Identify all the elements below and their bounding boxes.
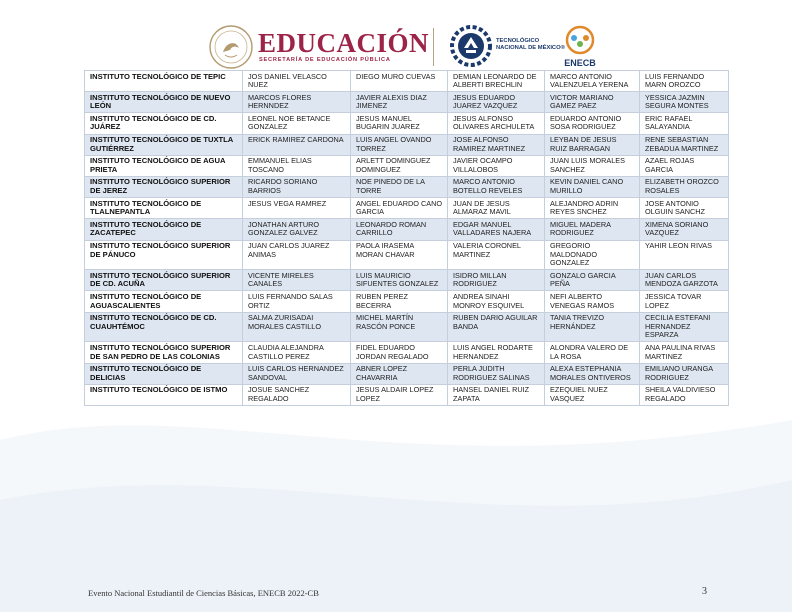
participant-cell: JUAN CARLOS MENDOZA GARZOTA <box>640 270 729 291</box>
participant-cell: ERICK RAMIREZ CARDONA <box>243 134 351 155</box>
table-row <box>85 270 729 291</box>
participant-cell: GONZALO GARCIA PEÑA <box>545 270 640 291</box>
tecnm-line-2: NACIONAL DE MÉXICO® <box>496 45 565 51</box>
participant-cell: VICTOR MARIANO GAMEZ PAEZ <box>545 92 640 113</box>
participant-cell: JONATHAN ARTURO GONZALEZ GALVEZ <box>243 219 351 240</box>
participant-cell: LUIS FERNANDO SALAS ORTIZ <box>243 291 351 312</box>
tecnm-label <box>496 38 565 52</box>
participant-cell: JUAN LUIS MORALES SANCHEZ <box>545 155 640 176</box>
participant-cell: CLAUDIA ALEJANDRA CASTILLO PEREZ <box>243 342 351 363</box>
background-wave-decoration <box>0 380 792 612</box>
participant-cell: LUIS ANGEL OVANDO TORREZ <box>351 134 448 155</box>
participant-cell: MICHEL MARTÍN RASCÓN PONCE <box>351 312 448 342</box>
footer-event-text: Evento Nacional Estudiantil de Ciencias Básicas, ENECB 2022-CB <box>88 588 319 598</box>
participant-cell: RUBEN DARIO AGUILAR BANDA <box>448 312 545 342</box>
participant-cell: LUIS ANGEL RODARTE HERNANDEZ <box>448 342 545 363</box>
participant-cell: PAOLA IRASEMA MORAN CHAVAR <box>351 240 448 270</box>
participant-cell: RICARDO SORIANO BARRIOS <box>243 176 351 197</box>
participants-table <box>84 70 729 406</box>
participant-cell: EDUARDO ANTONIO SOSA RODRIGUEZ <box>545 113 640 134</box>
participant-cell: JOSUE SANCHEZ REGALADO <box>243 384 351 405</box>
participant-cell: ANA PAULINA RIVAS MARTINEZ <box>640 342 729 363</box>
tecnm-line-1: TECNOLÓGICO <box>496 38 540 44</box>
participant-cell: YAHIR LEON RIVAS <box>640 240 729 270</box>
participant-cell: MARCO ANTONIO VALENZUELA YERENA <box>545 71 640 92</box>
participant-cell: JESUS MANUEL BUGARIN JUAREZ <box>351 113 448 134</box>
institution-cell: INSTITUTO TECNOLÓGICO DE TUXTLA GUTIÉRREZ <box>85 134 243 155</box>
participant-cell: ALEXA ESTEPHANIA MORALES ONTIVEROS <box>545 363 640 384</box>
institution-cell: INSTITUTO TECNOLÓGICO SUPERIOR DE JEREZ <box>85 176 243 197</box>
participant-cell: LEONARDO ROMAN CARRILLO <box>351 219 448 240</box>
institution-cell: INSTITUTO TECNOLÓGICO DE TEPIC <box>85 71 243 92</box>
participant-cell: ARLETT DOMINGUEZ DOMINGUEZ <box>351 155 448 176</box>
participant-cell: MIGUEL MADERA RODRIGUEZ <box>545 219 640 240</box>
participant-cell: EZEQUIEL NUEZ VASQUEZ <box>545 384 640 405</box>
enecb-logo-icon <box>560 24 600 70</box>
national-seal-icon <box>208 24 254 70</box>
institution-cell: INSTITUTO TECNOLÓGICO DE CD. CUAUHTÉMOC <box>85 312 243 342</box>
institution-cell: INSTITUTO TECNOLÓGICO DE TLALNEPANTLA <box>85 198 243 219</box>
institution-cell: INSTITUTO TECNOLÓGICO DE ZACATEPEC <box>85 219 243 240</box>
participant-cell: NOE PINEDO DE LA TORRE <box>351 176 448 197</box>
table-row <box>85 71 729 92</box>
education-subtitle: SECRETARÍA DE EDUCACIÓN PÚBLICA <box>259 57 391 63</box>
participant-cell: JESUS VEGA RAMREZ <box>243 198 351 219</box>
participant-cell: JUAN CARLOS JUAREZ ANIMAS <box>243 240 351 270</box>
table-row <box>85 113 729 134</box>
participant-cell: EMMANUEL ELIAS TOSCANO <box>243 155 351 176</box>
participant-cell: TANIA TREVIZO HERNÁNDEZ <box>545 312 640 342</box>
participant-cell: JOSE ALFONSO RAMIREZ MARTINEZ <box>448 134 545 155</box>
page-header <box>0 18 792 72</box>
participant-cell: JUAN DE JESUS ALMARAZ MAVIL <box>448 198 545 219</box>
participant-cell: DIEGO MURO CUEVAS <box>351 71 448 92</box>
participant-cell: ALEJANDRO ADRIN REYES SNCHEZ <box>545 198 640 219</box>
institution-cell: INSTITUTO TECNOLÓGICO DE AGUA PRIETA <box>85 155 243 176</box>
participant-cell: ABNER LOPEZ CHAVARRIA <box>351 363 448 384</box>
participant-cell: CECILIA ESTEFANI HERNANDEZ ESPARZA <box>640 312 729 342</box>
participant-cell: RUBEN PEREZ BECERRA <box>351 291 448 312</box>
participant-cell: ERIC RAFAEL SALAYANDIA <box>640 113 729 134</box>
participant-cell: LUIS FERNANDO MARN OROZCO <box>640 71 729 92</box>
participant-cell: LUIS MAURICIO SIFUENTES GONZALEZ <box>351 270 448 291</box>
institution-cell: INSTITUTO TECNOLÓGICO DE AGUASCALIENTES <box>85 291 243 312</box>
table-row <box>85 312 729 342</box>
participant-cell: AZAEL ROJAS GARCIA <box>640 155 729 176</box>
institution-cell: INSTITUTO TECNOLÓGICO DE NUEVO LEÓN <box>85 92 243 113</box>
participant-cell: SHEILA VALDIVIESO REGALADO <box>640 384 729 405</box>
participants-table-body <box>85 71 729 406</box>
participant-cell: MARCO ANTONIO BOTELLO REVELES <box>448 176 545 197</box>
participant-cell: JESUS ALFONSO OLIVARES ARCHULETA <box>448 113 545 134</box>
institution-cell: INSTITUTO TECNOLÓGICO DE CD. JUÁREZ <box>85 113 243 134</box>
header-divider <box>433 28 434 66</box>
participant-cell: YESSICA JAZMIN SEGURA MONTES <box>640 92 729 113</box>
participant-cell: JOS DANIEL VELASCO NUEZ <box>243 71 351 92</box>
participant-cell: ELIZABETH OROZCO ROSALES <box>640 176 729 197</box>
participant-cell: ANDREA SINAHI MONROY ESQUIVEL <box>448 291 545 312</box>
table-row <box>85 384 729 405</box>
participant-cell: JESUS ALDAIR LOPEZ LOPEZ <box>351 384 448 405</box>
participant-cell: LUIS CARLOS HERNANDEZ SANDOVAL <box>243 363 351 384</box>
participant-cell: KEVIN DANIEL CANO MURILLO <box>545 176 640 197</box>
participant-cell: RENE SEBASTIAN ZEBADUA MARTINEZ <box>640 134 729 155</box>
participant-cell: EMILIANO URANGA RODRIGUEZ <box>640 363 729 384</box>
participant-cell: LEONEL NOE BETANCE GONZALEZ <box>243 113 351 134</box>
table-row <box>85 155 729 176</box>
participant-cell: JAVIER ALEXIS DIAZ JIMENEZ <box>351 92 448 113</box>
institution-cell: INSTITUTO TECNOLÓGICO SUPERIOR DE SAN PEDRO DE LAS COLONIAS <box>85 342 243 363</box>
enecb-logo-label: ENECB <box>564 58 596 68</box>
participant-cell: GREGORIO MALDONADO GONZALEZ <box>545 240 640 270</box>
participant-cell: ISIDRO MILLAN RODRIGUEZ <box>448 270 545 291</box>
participant-cell: JESUS EDUARDO JUAREZ VAZQUEZ <box>448 92 545 113</box>
participant-cell: PERLA JUDITH RODRIGUEZ SALINAS <box>448 363 545 384</box>
participant-cell: XIMENA SORIANO VAZQUEZ <box>640 219 729 240</box>
participant-cell: ALONDRA VALERO DE LA ROSA <box>545 342 640 363</box>
table-row <box>85 219 729 240</box>
table-row <box>85 134 729 155</box>
participant-cell: DEMIAN LEONARDO DE ALBERTI BRECHLIN <box>448 71 545 92</box>
participant-cell: JOSE ANTONIO OLGUIN SANCHZ <box>640 198 729 219</box>
participant-cell: SALMA ZURISADAI MORALES CASTILLO <box>243 312 351 342</box>
participant-cell: LEYBAN DE JESUS RUIZ BARRAGAN <box>545 134 640 155</box>
participant-cell: MARCOS FLORES HERNNDEZ <box>243 92 351 113</box>
institution-cell: INSTITUTO TECNOLÓGICO SUPERIOR DE PÁNUCO <box>85 240 243 270</box>
table-row <box>85 363 729 384</box>
table-row <box>85 342 729 363</box>
participant-cell: ANGEL EDUARDO CANO GARCIA <box>351 198 448 219</box>
table-row <box>85 291 729 312</box>
participant-cell: VALERIA CORONEL MARTINEZ <box>448 240 545 270</box>
page-number: 3 <box>702 586 707 597</box>
table-row <box>85 92 729 113</box>
tecnm-logo-icon <box>448 22 494 70</box>
institution-cell: INSTITUTO TECNOLÓGICO SUPERIOR DE CD. ACUÑA <box>85 270 243 291</box>
institution-cell: INSTITUTO TECNOLÓGICO DE ISTMO <box>85 384 243 405</box>
participant-cell: VICENTE MIRELES CANALES <box>243 270 351 291</box>
participant-cell: FIDEL EDUARDO JORDAN REGALADO <box>351 342 448 363</box>
table-row <box>85 176 729 197</box>
participant-cell: EDGAR MANUEL VALLADARES NAJERA <box>448 219 545 240</box>
table-row <box>85 240 729 270</box>
institution-cell: INSTITUTO TECNOLÓGICO DE DELICIAS <box>85 363 243 384</box>
education-wordmark: EDUCACIÓN <box>258 28 430 58</box>
participant-cell: JESSICA TOVAR LOPEZ <box>640 291 729 312</box>
participant-cell: HANSEL DANIEL RUIZ ZAPATA <box>448 384 545 405</box>
participant-cell: NEFI ALBERTO VENEGAS RAMOS <box>545 291 640 312</box>
participant-cell: JAVIER OCAMPO VILLALOBOS <box>448 155 545 176</box>
table-row <box>85 198 729 219</box>
